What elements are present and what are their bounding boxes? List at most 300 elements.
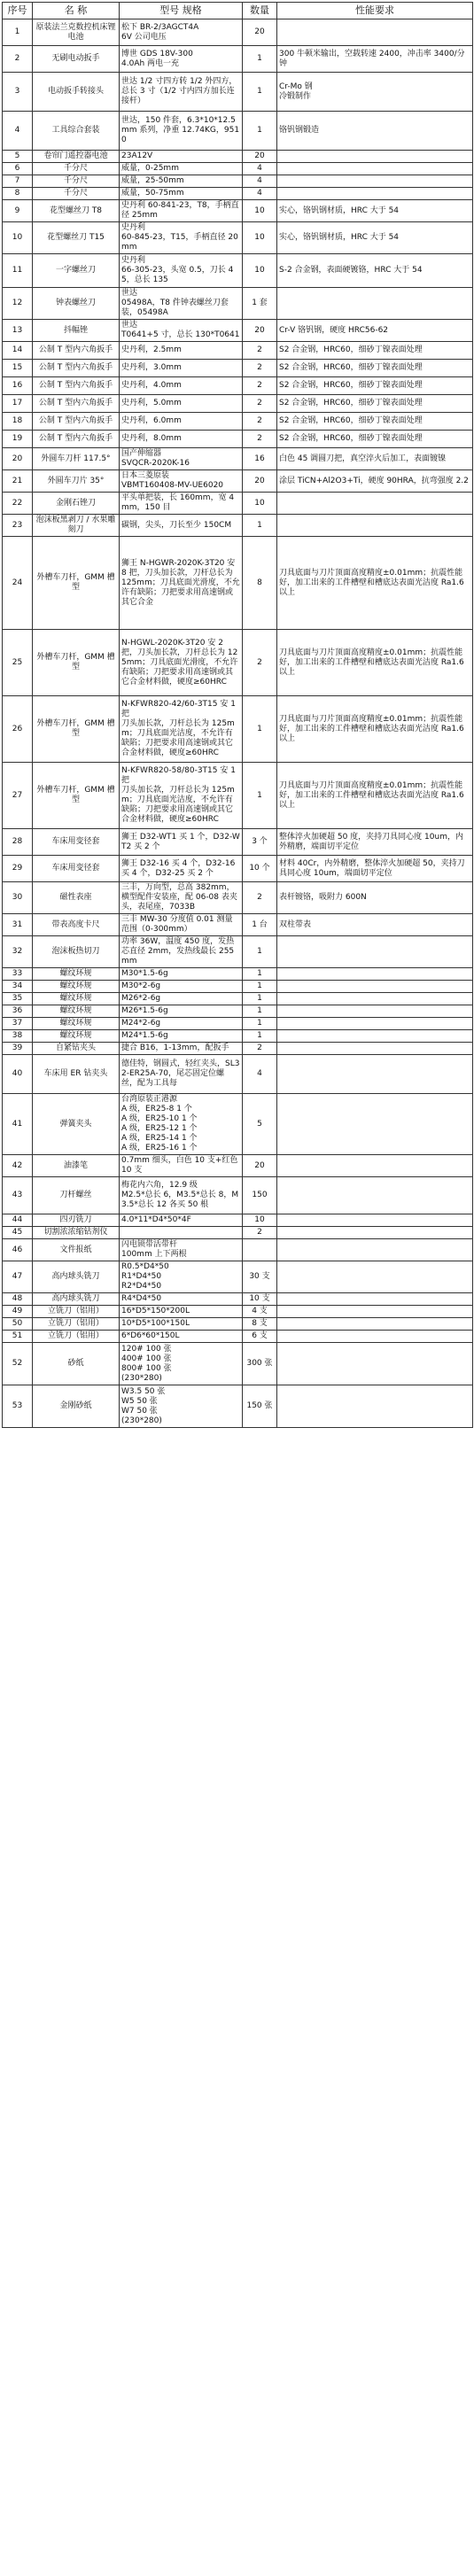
row-qty: 10 支	[243, 1293, 277, 1306]
row-no: 28	[3, 829, 33, 856]
row-no: 31	[3, 914, 33, 936]
row-name: 一字螺丝刀	[33, 254, 120, 288]
row-req: 刀具底面与刀片顶面高度精度±0.01mm；抗震性能好，加工出来的工件槽壁和槽底达表面光洁度 Ra1.6 以上	[277, 630, 473, 696]
row-req: 双柱带表	[277, 914, 473, 936]
row-qty: 2	[243, 395, 277, 413]
procurement-table	[2, 2, 473, 1428]
row-spec: R4*D4*50	[120, 1293, 243, 1306]
table-row	[3, 151, 473, 163]
row-req	[277, 1318, 473, 1331]
row-no: 27	[3, 763, 33, 829]
row-name: 外槽车刀杆，GMM 槽型	[33, 630, 120, 696]
row-no: 32	[3, 936, 33, 968]
row-req	[277, 1005, 473, 1018]
row-qty: 1	[243, 1030, 277, 1043]
row-qty: 2	[243, 1043, 277, 1055]
row-qty: 10	[243, 200, 277, 222]
row-name: 钟表螺丝刀	[33, 288, 120, 320]
table-row	[3, 360, 473, 377]
row-qty: 20	[243, 19, 277, 46]
row-req	[277, 1030, 473, 1043]
row-spec: 狮王 N-HGWR-2020K-3T20 安 8 把，刀头加长款，刀杆总长为 125mm；刀具底面光滑度，不允许有缺陷；刀把要求用高速钢或其它合金	[120, 537, 243, 630]
row-req	[277, 981, 473, 993]
table-row	[3, 470, 473, 493]
row-qty: 1	[243, 1005, 277, 1018]
row-spec: N-KFWR820-42/60-3T15 安 1 把 刀头加长款，刀杆总长为 125mm；刀具底面光洁度，不允许有缺陷；刀把要求用高速钢或其它合金材料做，硬度≥60HRC	[120, 696, 243, 763]
row-req	[277, 151, 473, 163]
row-name: 公制 T 型内六角扳手	[33, 413, 120, 431]
row-qty: 10	[243, 254, 277, 288]
row-qty: 150	[243, 1177, 277, 1214]
row-spec: M26*1.5-6g	[120, 1005, 243, 1018]
table-row	[3, 1005, 473, 1018]
row-no: 4	[3, 112, 33, 151]
row-qty: 1	[243, 936, 277, 968]
table-row	[3, 630, 473, 696]
table-row	[3, 222, 473, 254]
row-req	[277, 163, 473, 175]
row-name: 切割浓浓缩钻剂仪	[33, 1227, 120, 1239]
row-qty: 20	[243, 470, 277, 493]
row-spec: 0.7mm 细头，白色 10 支+红色 10 支	[120, 1155, 243, 1177]
table-row	[3, 1293, 473, 1306]
table-row	[3, 1318, 473, 1331]
row-spec: 史丹利，5.0mm	[120, 395, 243, 413]
row-qty: 10 个	[243, 856, 277, 882]
row-req	[277, 1018, 473, 1030]
row-spec: 史丹利，8.0mm	[120, 431, 243, 448]
table-row	[3, 175, 473, 188]
row-no: 20	[3, 448, 33, 470]
row-name: 磁性表座	[33, 882, 120, 914]
row-name: 金刚砂纸	[33, 1385, 120, 1428]
row-spec: 狮王 D32-WT1 买 1 个，D32-WT2 买 2 个	[120, 829, 243, 856]
header-requirements: 性能要求	[277, 3, 473, 19]
row-spec: 10*D5*100*150L	[120, 1318, 243, 1331]
row-req: 实心，铬钒钢材质，HRC 大于 54	[277, 200, 473, 222]
row-req: 整体淬火加硬超 50 度，夹持刀具同心度 10um，内外精磨，端面切平定位	[277, 829, 473, 856]
row-name: 油漆笔	[33, 1155, 120, 1177]
row-name: 公制 T 型内六角扳手	[33, 360, 120, 377]
row-no: 33	[3, 968, 33, 981]
row-req	[277, 1227, 473, 1239]
row-spec: 史丹利，2.5mm	[120, 342, 243, 360]
row-no: 44	[3, 1214, 33, 1227]
row-qty: 1	[243, 763, 277, 829]
row-name: 立铣刀（铝用）	[33, 1306, 120, 1318]
row-no: 40	[3, 1055, 33, 1094]
row-req	[277, 993, 473, 1005]
row-spec: N-HGWL-2020K-3T20 安 2 把，刀头加长款，刀杆总长为 125mm；刀具底面光滑度，不允许有缺陷；刀把要求用高速钢或其它合金材料做，硬度≥60HRC	[120, 630, 243, 696]
row-spec: 平头单把装，长 160mm，宽 4mm，150 目	[120, 493, 243, 515]
row-qty: 1	[243, 46, 277, 73]
row-spec: 狮王 D32-16 买 4 个，D32-16 买 4 个，D32-25 买 2 个	[120, 856, 243, 882]
row-name: 金刚石锉刀	[33, 493, 120, 515]
row-req	[277, 1343, 473, 1385]
row-no: 16	[3, 377, 33, 395]
table-row	[3, 395, 473, 413]
row-name: 螺纹环规	[33, 981, 120, 993]
row-name: 公制 T 型内六角扳手	[33, 342, 120, 360]
row-qty: 10	[243, 1214, 277, 1227]
table-row	[3, 829, 473, 856]
row-qty: 2	[243, 431, 277, 448]
table-row	[3, 882, 473, 914]
row-name: 千分尺	[33, 188, 120, 200]
row-spec: 世达 1/2 寸四方转 1/2 外四方，总长 3 寸（1/2 寸内四方加长连接杆）	[120, 73, 243, 112]
row-qty: 2	[243, 342, 277, 360]
row-req: 实心，铬钒钢材质，HRC 大于 54	[277, 222, 473, 254]
row-req	[277, 1293, 473, 1306]
row-qty: 2	[243, 377, 277, 395]
row-no: 24	[3, 537, 33, 630]
table-row	[3, 993, 473, 1005]
row-qty: 8 支	[243, 1318, 277, 1331]
row-name: 公制 T 型内六角扳手	[33, 395, 120, 413]
row-req	[277, 1055, 473, 1094]
row-qty: 3 个	[243, 829, 277, 856]
row-qty: 4	[243, 175, 277, 188]
row-no: 52	[3, 1343, 33, 1385]
row-no: 36	[3, 1005, 33, 1018]
row-spec: 闪电锁带活带杆 100mm 上下两根	[120, 1239, 243, 1261]
row-req: 铬钒钢锻造	[277, 112, 473, 151]
row-spec: R0.5*D4*50 R1*D4*50 R2*D4*50	[120, 1261, 243, 1293]
row-spec: 松下 BR-2/3AGCT4A 6V 公司电压	[120, 19, 243, 46]
row-req	[277, 1331, 473, 1343]
row-req	[277, 288, 473, 320]
row-req: Cr-Mo 钢 冷锻制作	[277, 73, 473, 112]
row-name: 车床用变径套	[33, 829, 120, 856]
row-qty: 4	[243, 188, 277, 200]
row-qty: 1	[243, 515, 277, 537]
row-no: 47	[3, 1261, 33, 1293]
row-spec: 台湾原装正港源 A 级，ER25-8 1 个 A 级，ER25-10 1 个 A 级，ER25-12 1 个 A 级，ER25-14 1 个 A 级，ER25-16 1 个	[120, 1094, 243, 1155]
row-req: S-2 合金钢，表面硬镀铬，HRC 大于 54	[277, 254, 473, 288]
row-no: 29	[3, 856, 33, 882]
table-row	[3, 254, 473, 288]
row-req: S2 合金钢，HRC60，细砂丁镍表面处理	[277, 377, 473, 395]
row-name: 文件报纸	[33, 1239, 120, 1261]
row-name: 车床用变径套	[33, 856, 120, 882]
row-req	[277, 1261, 473, 1293]
header-name: 名 称	[33, 3, 120, 19]
row-req: 白色 45 调圆刀把，真空淬火后加工，表面镀镍	[277, 448, 473, 470]
row-spec: M30*1.5-6g	[120, 968, 243, 981]
row-name: 泡沫板黑剥刀 / 水果雕刻刀	[33, 515, 120, 537]
table-row	[3, 163, 473, 175]
row-name: 外槽车刀杆，GMM 槽型	[33, 696, 120, 763]
row-req	[277, 968, 473, 981]
row-no: 53	[3, 1385, 33, 1428]
row-qty: 5	[243, 1094, 277, 1155]
row-req	[277, 175, 473, 188]
row-qty: 2	[243, 413, 277, 431]
table-body	[3, 19, 473, 1428]
row-name: 泡沫板热切刀	[33, 936, 120, 968]
row-qty	[243, 1239, 277, 1261]
table-row	[3, 1030, 473, 1043]
row-qty: 4 支	[243, 1306, 277, 1318]
row-spec	[120, 1227, 243, 1239]
row-name: 外圆车刀杆 117.5°	[33, 448, 120, 470]
table-row	[3, 537, 473, 630]
row-qty: 1	[243, 993, 277, 1005]
table-row	[3, 1261, 473, 1293]
row-spec: 威量，0-25mm	[120, 163, 243, 175]
row-qty: 300 张	[243, 1343, 277, 1385]
header-qty: 数量	[243, 3, 277, 19]
row-no: 11	[3, 254, 33, 288]
table-row	[3, 1239, 473, 1261]
row-no: 10	[3, 222, 33, 254]
row-no: 23	[3, 515, 33, 537]
row-name: 螺纹环规	[33, 968, 120, 981]
row-req: 涂层 TiCN+Al2O3+Ti，硬度 90HRA，抗弯强度 2.2	[277, 470, 473, 493]
row-spec: 世达 05498A，T8 件钟表螺丝刀套装，05498A	[120, 288, 243, 320]
table-row	[3, 320, 473, 342]
row-no: 12	[3, 288, 33, 320]
row-req	[277, 493, 473, 515]
table-row	[3, 1343, 473, 1385]
table-header	[3, 3, 473, 19]
row-no: 18	[3, 413, 33, 431]
row-name: 立铣刀（铝用）	[33, 1318, 120, 1331]
row-no: 43	[3, 1177, 33, 1214]
row-qty: 1	[243, 73, 277, 112]
table-row	[3, 1385, 473, 1428]
row-spec: 威量，25-50mm	[120, 175, 243, 188]
row-qty: 2	[243, 1227, 277, 1239]
row-req	[277, 188, 473, 200]
row-name: 原装法兰克数控机床锂电池	[33, 19, 120, 46]
row-req	[277, 936, 473, 968]
row-no: 49	[3, 1306, 33, 1318]
row-spec: 史丹利 60-841-23，T8，手柄直径 25mm	[120, 200, 243, 222]
table-row	[3, 1043, 473, 1055]
table-row	[3, 112, 473, 151]
row-spec: 德佳特，钢圆式，轻红夹头，SL32-ER25A-70，尾芯固定位螺丝，配为工具每	[120, 1055, 243, 1094]
row-no: 8	[3, 188, 33, 200]
row-spec: 16*D5*150*200L	[120, 1306, 243, 1318]
table-row	[3, 200, 473, 222]
row-no: 45	[3, 1227, 33, 1239]
row-name: 电动扳手转接头	[33, 73, 120, 112]
row-no: 42	[3, 1155, 33, 1177]
table-row	[3, 377, 473, 395]
row-no: 35	[3, 993, 33, 1005]
row-req: Cr-V 铬钒钢，硬度 HRC56-62	[277, 320, 473, 342]
row-no: 41	[3, 1094, 33, 1155]
row-spec: M24*1.5-6g	[120, 1030, 243, 1043]
row-qty: 8	[243, 537, 277, 630]
row-req: S2 合金钢，HRC60，细砂丁镍表面处理	[277, 395, 473, 413]
row-spec: 世达 T0641+5 寸，总长 130*T0641	[120, 320, 243, 342]
row-spec: 碳钢，尖头，刀长至少 150CM	[120, 515, 243, 537]
row-qty: 1	[243, 968, 277, 981]
header-no: 序号	[3, 3, 33, 19]
row-qty: 1 套	[243, 288, 277, 320]
table-row	[3, 19, 473, 46]
row-req: 刀具底面与刀片顶面高度精度±0.01mm；抗震性能好，加工出来的工件槽壁和槽底达表面光洁度 Ra1.6 以上	[277, 763, 473, 829]
row-name: 抖幅锉	[33, 320, 120, 342]
row-req: 材料 40Cr，内外精磨，整体淬火加硬超 50，夹持刀具同心度 10um，端面切平定位	[277, 856, 473, 882]
row-req: S2 合金钢，HRC60，细砂丁镍表面处理	[277, 360, 473, 377]
row-spec: 史丹利 60-845-23，T15，手柄直径 20mm	[120, 222, 243, 254]
table-row	[3, 1214, 473, 1227]
table-row	[3, 1227, 473, 1239]
row-name: 螺纹环规	[33, 1018, 120, 1030]
row-req: 刀具底面与刀片顶面高度精度±0.01mm；抗震性能好，加工出来的工件槽壁和槽底达表面光洁度 Ra1.6 以上	[277, 537, 473, 630]
row-qty: 30 支	[243, 1261, 277, 1293]
row-qty: 6 支	[243, 1331, 277, 1343]
row-name: 外槽车刀杆，GMM 槽型	[33, 763, 120, 829]
row-req: S2 合金钢，HRC60，细砂丁镍表面处理	[277, 431, 473, 448]
row-name: 车床用 ER 钻夹头	[33, 1055, 120, 1094]
row-qty: 10	[243, 493, 277, 515]
row-no: 17	[3, 395, 33, 413]
row-spec: 世达，150 件套，6.3*10*12.5mm 系列，净重 12.74KG，9510	[120, 112, 243, 151]
row-no: 48	[3, 1293, 33, 1306]
row-spec: 120# 100 张 400# 100 张 800# 100 张 (230*280)	[120, 1343, 243, 1385]
row-no: 5	[3, 151, 33, 163]
row-spec: 史丹利，3.0mm	[120, 360, 243, 377]
table-row	[3, 515, 473, 537]
table-row	[3, 188, 473, 200]
row-no: 2	[3, 46, 33, 73]
row-qty: 4	[243, 1055, 277, 1094]
row-spec: 捷合 B16，1-13mm，配扳手	[120, 1043, 243, 1055]
row-name: 刀杆螺丝	[33, 1177, 120, 1214]
row-name: 高内球头铣刀	[33, 1261, 120, 1293]
header-spec: 型号 规格	[120, 3, 243, 19]
table-row	[3, 431, 473, 448]
row-req: 300 牛顿米输出，空载转速 2400，冲击率 3400/分钟	[277, 46, 473, 73]
table-row	[3, 1177, 473, 1214]
row-name: 四刃铣刀	[33, 1214, 120, 1227]
row-no: 1	[3, 19, 33, 46]
row-req	[277, 1155, 473, 1177]
row-spec: 三丰 MW-30 分度值 0.01 测量范围（0-300mm）	[120, 914, 243, 936]
row-req	[277, 1043, 473, 1055]
row-name: 自紧钻夹头	[33, 1043, 120, 1055]
table-row	[3, 448, 473, 470]
table-row	[3, 73, 473, 112]
row-spec: 博世 GDS 18V-300 4.0Ah 两电一充	[120, 46, 243, 73]
table-row	[3, 856, 473, 882]
table-row	[3, 968, 473, 981]
table-row	[3, 981, 473, 993]
row-name: 外槽车刀杆，GMM 槽型	[33, 537, 120, 630]
row-name: 花型螺丝刀 T8	[33, 200, 120, 222]
row-no: 22	[3, 493, 33, 515]
row-spec: M30*2-6g	[120, 981, 243, 993]
row-no: 21	[3, 470, 33, 493]
row-no: 3	[3, 73, 33, 112]
row-name: 公制 T 型内六角扳手	[33, 431, 120, 448]
row-req	[277, 1214, 473, 1227]
table-row	[3, 342, 473, 360]
row-spec: 史丹利 66-305-23，头宽 0.5，刀长 45，总长 135	[120, 254, 243, 288]
row-spec: 23A12V	[120, 151, 243, 163]
row-qty: 1	[243, 696, 277, 763]
row-qty: 20	[243, 151, 277, 163]
row-spec: N-KFWR820-58/80-3T15 安 1 把 刀头加长款，刀杆总长为 125mm；刀具底面光洁度，不允许有缺陷；刀把要求用高速钢或其它合金材料做，硬度≥60HRC	[120, 763, 243, 829]
row-spec: 国产伸缩器 SVQCR-2020K-16	[120, 448, 243, 470]
table-row	[3, 914, 473, 936]
table-row	[3, 936, 473, 968]
row-qty: 1	[243, 981, 277, 993]
row-name: 公制 T 型内六角扳手	[33, 377, 120, 395]
row-qty: 1	[243, 112, 277, 151]
row-qty: 1	[243, 1018, 277, 1030]
row-name: 花型螺丝刀 T15	[33, 222, 120, 254]
row-spec: 4.0*11*D4*50*4F	[120, 1214, 243, 1227]
table-row	[3, 696, 473, 763]
row-name: 无刷电动扳手	[33, 46, 120, 73]
row-no: 39	[3, 1043, 33, 1055]
row-name: 高内球头铣刀	[33, 1293, 120, 1306]
row-qty: 150 张	[243, 1385, 277, 1428]
row-qty: 20	[243, 1155, 277, 1177]
row-qty: 1 台	[243, 914, 277, 936]
row-req: 表杆镀铬，吸附力 600N	[277, 882, 473, 914]
table-row	[3, 1331, 473, 1343]
table-row	[3, 1055, 473, 1094]
row-name: 立铣刀（铝用）	[33, 1331, 120, 1343]
table-row	[3, 1094, 473, 1155]
row-name: 工具综合套装	[33, 112, 120, 151]
row-qty: 2	[243, 630, 277, 696]
row-spec: 日本三菱原装 VBMT160408-MV-UE6020	[120, 470, 243, 493]
row-spec: 功率 36W，温度 450 度，发热芯直径 2mm，发热线最长 255mm	[120, 936, 243, 968]
row-spec: M26*2-6g	[120, 993, 243, 1005]
table-row	[3, 46, 473, 73]
table-row	[3, 413, 473, 431]
row-spec: 三丰，万向型，总高 382mm，横型配件安装座，配 06-08 表夹头，表尾座，7033B	[120, 882, 243, 914]
row-no: 9	[3, 200, 33, 222]
row-no: 37	[3, 1018, 33, 1030]
row-req: S2 合金钢，HRC60，细砂丁镍表面处理	[277, 413, 473, 431]
row-req	[277, 515, 473, 537]
table-row	[3, 1306, 473, 1318]
row-no: 15	[3, 360, 33, 377]
row-req	[277, 1094, 473, 1155]
row-no: 30	[3, 882, 33, 914]
row-no: 50	[3, 1318, 33, 1331]
row-req: S2 合金钢，HRC60，细砂丁镍表面处理	[277, 342, 473, 360]
row-qty: 20	[243, 320, 277, 342]
row-qty: 2	[243, 360, 277, 377]
row-no: 7	[3, 175, 33, 188]
row-req	[277, 1306, 473, 1318]
row-name: 弹簧夹头	[33, 1094, 120, 1155]
row-qty: 10	[243, 222, 277, 254]
row-no: 14	[3, 342, 33, 360]
row-req: 刀具底面与刀片顶面高度精度±0.01mm；抗震性能好，加工出来的工件槽壁和槽底达表面光洁度 Ra1.6 以上	[277, 696, 473, 763]
row-spec: 史丹利，4.0mm	[120, 377, 243, 395]
row-spec: 6*D6*60*150L	[120, 1331, 243, 1343]
row-name: 外圆车刀片 35°	[33, 470, 120, 493]
row-name: 卷帘门遥控器电池	[33, 151, 120, 163]
row-name: 带表高度卡尺	[33, 914, 120, 936]
row-name: 螺纹环规	[33, 1030, 120, 1043]
row-name: 千分尺	[33, 163, 120, 175]
row-spec: 史丹利，6.0mm	[120, 413, 243, 431]
table-row	[3, 288, 473, 320]
row-no: 38	[3, 1030, 33, 1043]
row-name: 螺纹环规	[33, 1005, 120, 1018]
